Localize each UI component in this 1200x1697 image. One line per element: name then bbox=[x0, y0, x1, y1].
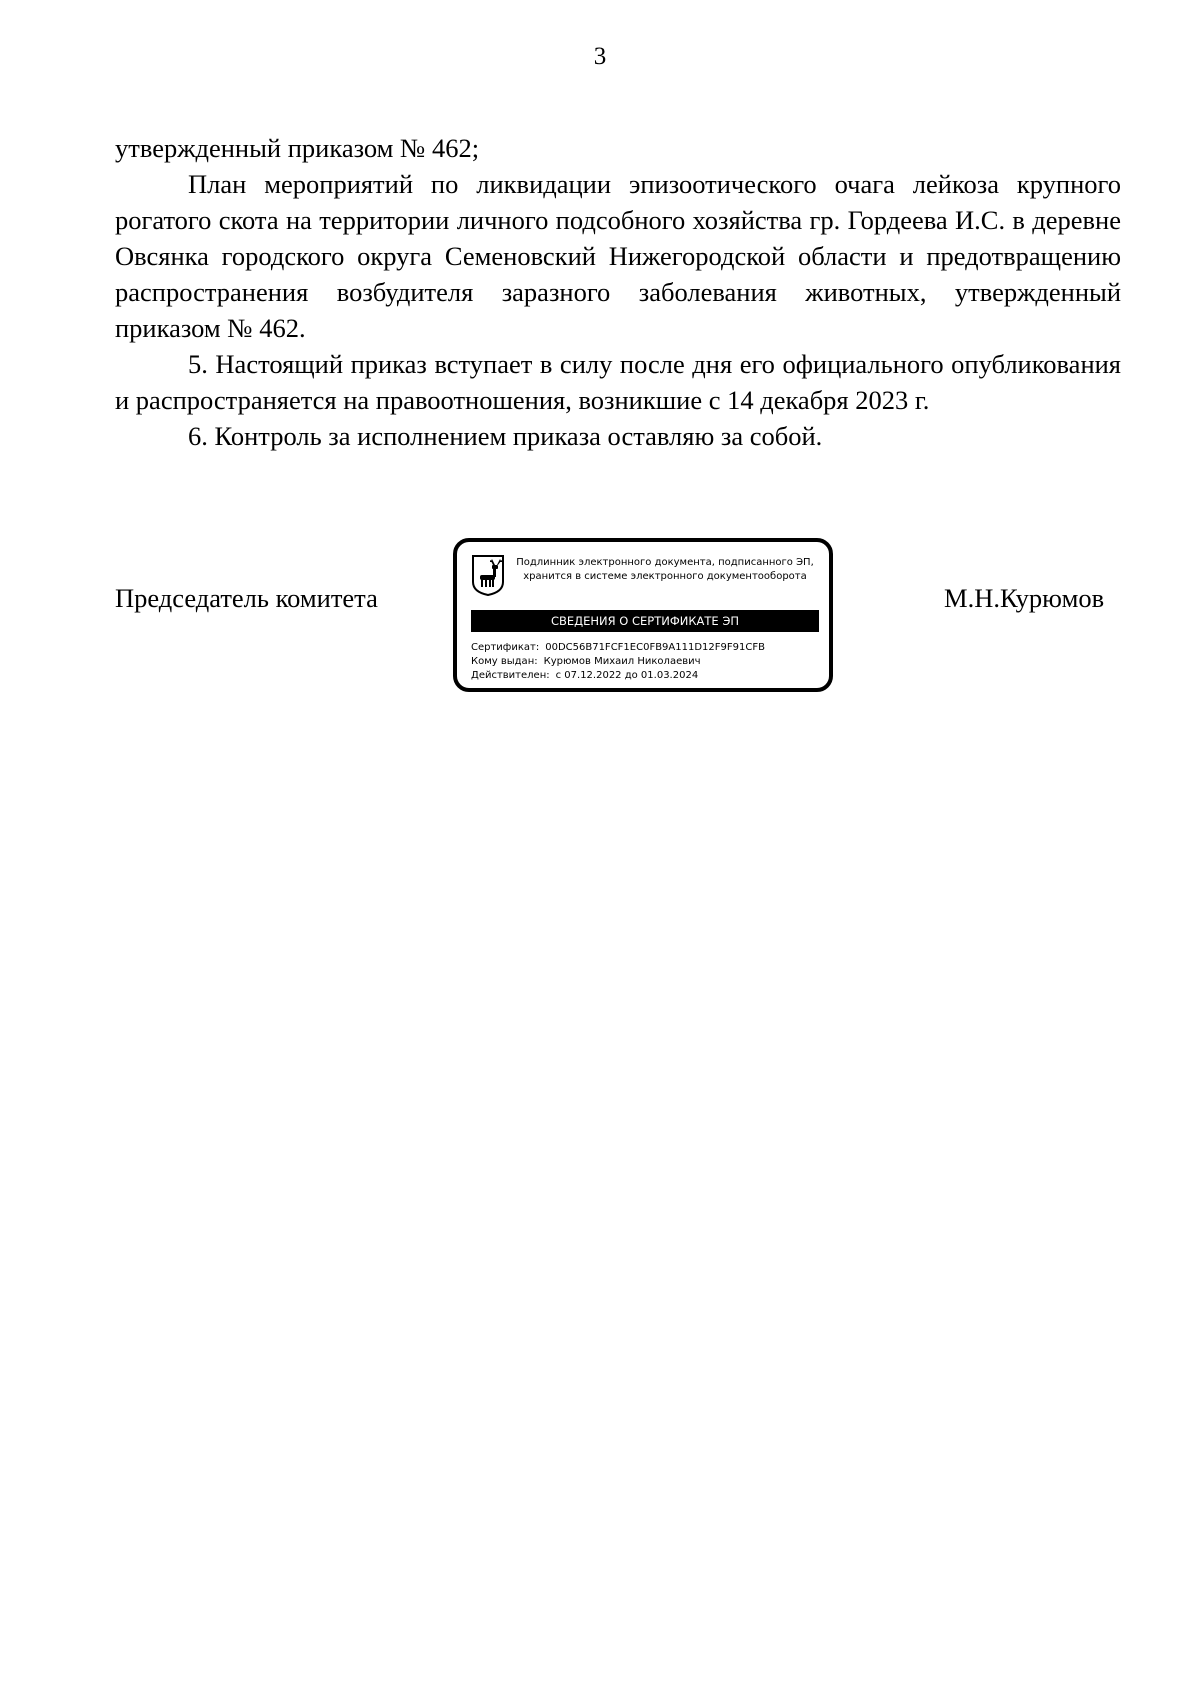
certificate-label: Сертификат: bbox=[471, 642, 540, 653]
issued-to-label: Кому выдан: bbox=[471, 656, 538, 667]
validity-row bbox=[471, 669, 823, 683]
paragraph-continuation: утвержденный приказом № 462; bbox=[115, 133, 480, 163]
stamp-header-line: хранится в системе электронного документооборота bbox=[523, 571, 807, 582]
electronic-signature-stamp bbox=[453, 538, 833, 692]
signatory-title: Председатель комитета bbox=[115, 583, 378, 613]
issued-to-row bbox=[471, 655, 823, 669]
certificate-row bbox=[471, 641, 823, 655]
validity-label: Действителен: bbox=[471, 670, 550, 681]
paragraph-item-5: 5. Настоящий приказ вступает в силу после дня его официального опубликования и распространяется на правоотношения, возникшие с 14 декабря 2023 г. bbox=[115, 349, 1121, 415]
paragraph-plan: План мероприятий по ликвидации эпизоотического очага лейкоза крупного рогатого скота на территории личного подсобного хозяйства гр. Гордеева И.С. в деревне Овсянка городского округа Семеновский Нижегородской области и предотвращению распространения возбудителя заразного заболевания животных, утвержденный приказом № 462. bbox=[115, 169, 1121, 343]
stamp-header bbox=[509, 556, 821, 584]
certificate-details bbox=[471, 641, 823, 683]
validity-value: с 07.12.2022 до 01.03.2024 bbox=[555, 670, 699, 681]
document-body bbox=[115, 130, 1121, 454]
certificate-info-bar: СВЕДЕНИЯ О СЕРТИФИКАТЕ ЭП bbox=[471, 610, 819, 632]
certificate-value: 00DC56B71FCF1EC0FB9A111D12F9F91CFB bbox=[545, 642, 765, 653]
stamp-header-line: Подлинник электронного документа, подписанного ЭП, bbox=[516, 557, 814, 568]
signatory-name: М.Н.Курюмов bbox=[944, 583, 1105, 613]
paragraph-item-6: 6. Контроль за исполнением приказа оставляю за собой. bbox=[188, 421, 823, 451]
issued-to-value: Курюмов Михаил Николаевич bbox=[543, 656, 701, 667]
deer-emblem-icon bbox=[471, 554, 505, 596]
page-number: 3 bbox=[593, 43, 607, 70]
